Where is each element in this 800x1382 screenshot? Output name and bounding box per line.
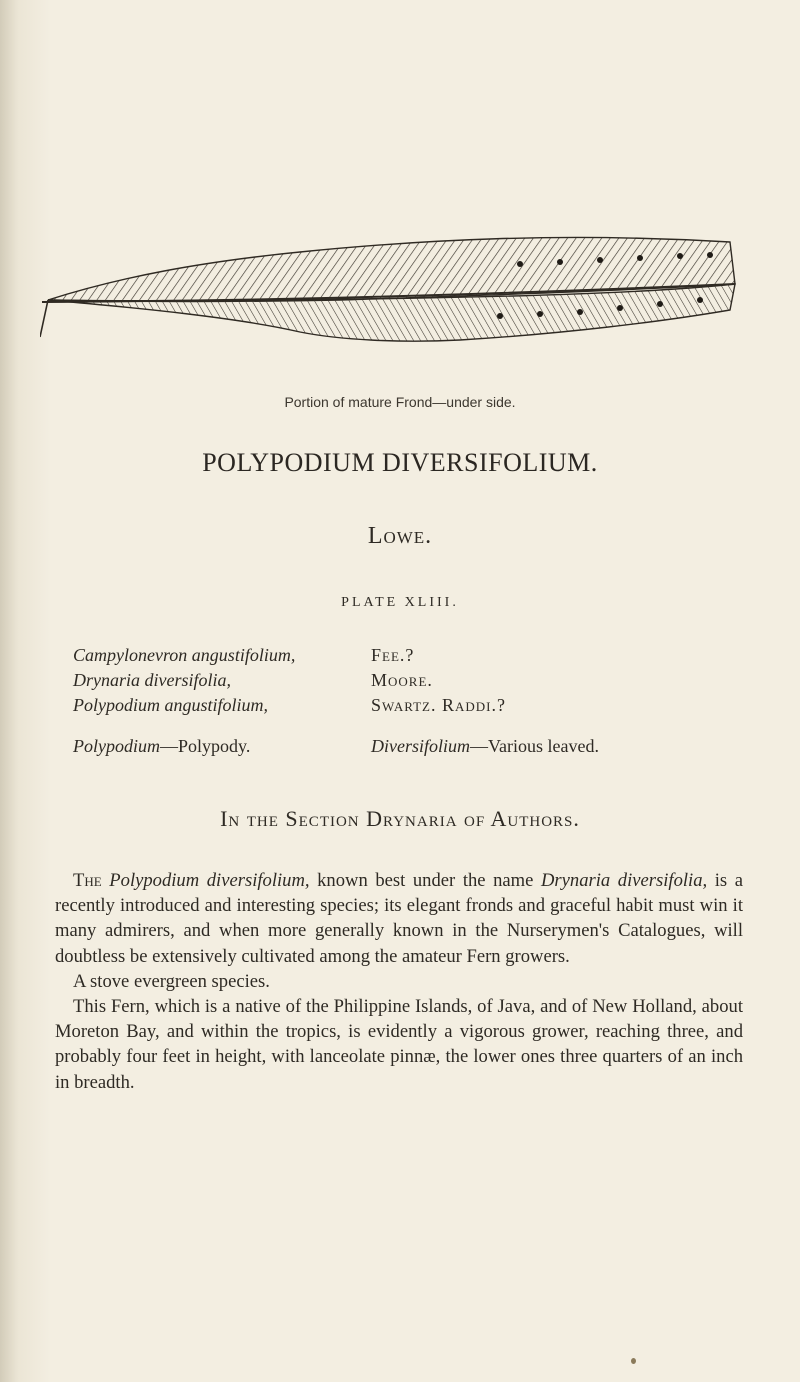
frond-illustration [40, 222, 740, 372]
paragraph [55, 868, 743, 969]
frond-stipe [40, 300, 48, 337]
etymology-genus [73, 736, 250, 757]
synonym-authority: Swartz. Raddi.? [371, 695, 506, 715]
paragraph-text: is a recently introduced and interesting species; its elegant fronds and graceful habit must win it many admirers, and when more generally known in the Nurserymen's Catalogues, will doubtless be extensively cultivated among the amateur Fern growers. [55, 870, 744, 967]
synonym-authority: Fee.? [371, 645, 415, 665]
ink-dot [631, 1358, 636, 1364]
etymology-species [371, 736, 599, 757]
genus-term: Polypodium [73, 736, 160, 756]
paragraph: This Fern, which is a native of the Philippine Islands, of Java, and of New Holland, about Moreton Bay, and within the tropics, is evidently a vigorous grower, reaching three, and probably four feet in height, with lanceolate pinnæ, the lower ones three quarters of an inch in breadth. [55, 996, 743, 1093]
synonym-name: Drynaria diversifolia, [73, 670, 231, 690]
species-meaning: —Various leaved. [470, 736, 599, 756]
synonym-list [73, 643, 733, 718]
paragraph: A stove evergreen species. [73, 970, 270, 992]
synonym-row [73, 693, 733, 718]
synonym-name: Polypodium angustifolium, [73, 695, 268, 715]
species-term: Diversifolium [371, 736, 470, 756]
body-text [55, 868, 743, 1095]
figure-caption: Portion of mature Frond—under side. [284, 394, 516, 410]
synonym-row [73, 668, 733, 693]
lead-word: The [73, 870, 102, 891]
species-name: Polypodium diversifolium, [109, 870, 310, 891]
synonym-name: Campylonevron angustifolium, [73, 645, 296, 665]
etymology [73, 736, 773, 762]
section-heading: In the Section Drynaria of Authors. [220, 806, 580, 831]
genus-meaning: —Polypody. [160, 736, 251, 756]
synonym-row [73, 643, 733, 668]
paragraph-text: known best under the name [309, 870, 541, 891]
author-name: Lowe. [367, 523, 433, 549]
plate-number: PLATE XLIII. [341, 595, 459, 610]
page-title: POLYPODIUM DIVERSIFOLIUM. [202, 448, 598, 477]
synonym-authority: Moore. [371, 670, 433, 690]
species-name: Drynaria diversifolia, [541, 870, 708, 891]
